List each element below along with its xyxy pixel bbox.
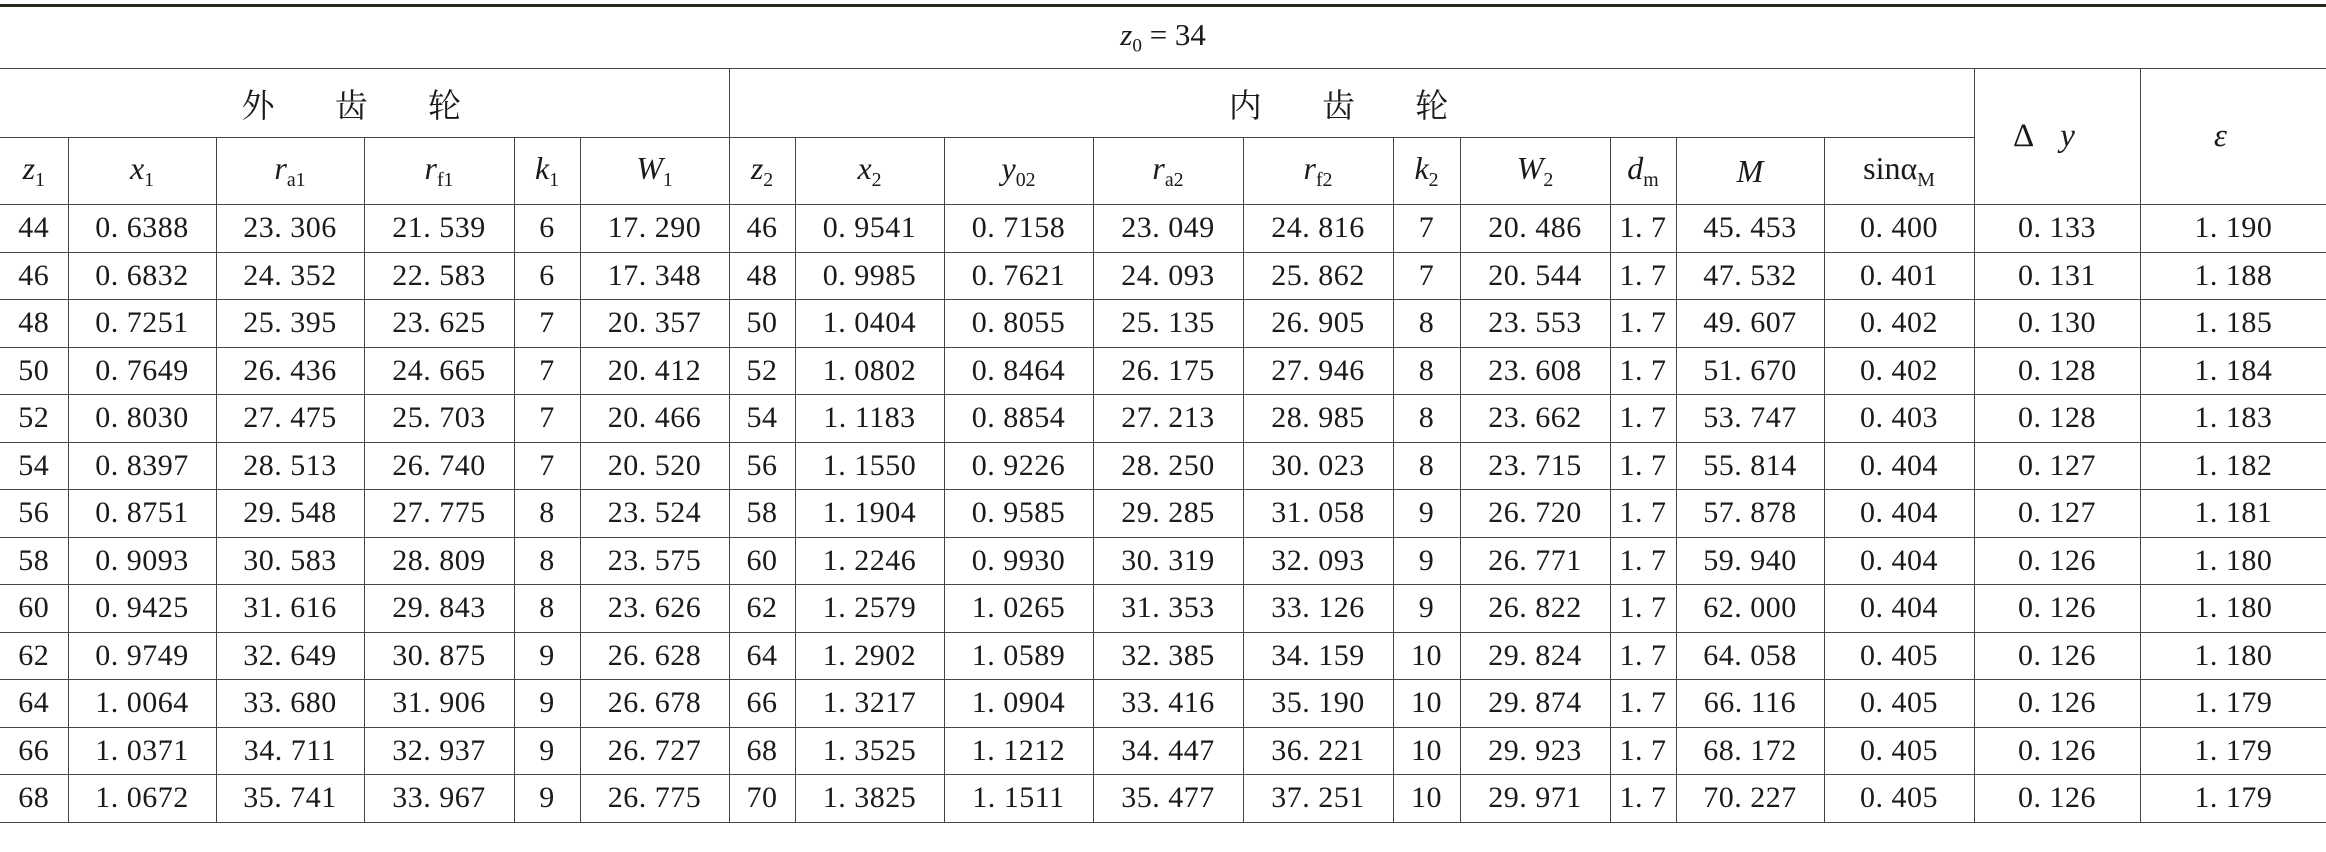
- table-body: [0, 205, 2326, 823]
- title-symbol: z: [1120, 17, 1133, 53]
- cell-x2: 0. 9985: [795, 252, 944, 300]
- cell-ra2: 28. 250: [1093, 442, 1243, 490]
- cell-sinaM: 0. 403: [1824, 395, 1974, 443]
- cell-ra1: 29. 548: [216, 490, 364, 538]
- cell-rf2: 26. 905: [1243, 300, 1393, 348]
- cell-W1: 17. 290: [580, 205, 729, 253]
- cell-rf2: 28. 985: [1243, 395, 1393, 443]
- cell-k2: 10: [1393, 632, 1460, 680]
- cell-W1: 23. 575: [580, 537, 729, 585]
- cell-dm: 1. 7: [1610, 680, 1676, 728]
- cell-y02: 1. 1511: [944, 775, 1093, 823]
- cell-z2: 46: [729, 205, 795, 253]
- cell-x2: 1. 3525: [795, 727, 944, 775]
- cell-k2: 8: [1393, 347, 1460, 395]
- cell-z2: 52: [729, 347, 795, 395]
- cell-W2: 23. 662: [1460, 395, 1610, 443]
- col-header-x2: $x_2$: [795, 138, 944, 205]
- cell-z2: 54: [729, 395, 795, 443]
- col-header-rf1: $r_{f1}$: [364, 138, 514, 205]
- cell-ra1: 31. 616: [216, 585, 364, 633]
- cell-rf1: 23. 625: [364, 300, 514, 348]
- cell-k2: 7: [1393, 205, 1460, 253]
- cell-k2: 8: [1393, 395, 1460, 443]
- title-formula: [1120, 17, 1142, 57]
- cell-rf1: 26. 740: [364, 442, 514, 490]
- cell-k2: 10: [1393, 680, 1460, 728]
- cell-x2: 0. 9541: [795, 205, 944, 253]
- epsilon-symbol: ε: [2213, 118, 2253, 154]
- cell-x2: 1. 1904: [795, 490, 944, 538]
- cell-eps: 1. 190: [2140, 205, 2326, 253]
- cell-rf2: 31. 058: [1243, 490, 1393, 538]
- cell-x1: 1. 0064: [68, 680, 216, 728]
- cell-W1: 23. 626: [580, 585, 729, 633]
- cell-W2: 26. 822: [1460, 585, 1610, 633]
- cell-W2: 29. 971: [1460, 775, 1610, 823]
- cell-W2: 26. 720: [1460, 490, 1610, 538]
- cell-rf1: 25. 703: [364, 395, 514, 443]
- cell-ra2: 31. 353: [1093, 585, 1243, 633]
- cell-ra2: 30. 319: [1093, 537, 1243, 585]
- cell-k2: 9: [1393, 585, 1460, 633]
- cell-ra2: 25. 135: [1093, 300, 1243, 348]
- cell-z1: 68: [0, 775, 68, 823]
- cell-W2: 29. 824: [1460, 632, 1610, 680]
- cell-sinaM: 0. 404: [1824, 442, 1974, 490]
- cell-k2: 10: [1393, 775, 1460, 823]
- cell-z1: 52: [0, 395, 68, 443]
- cell-k2: 9: [1393, 490, 1460, 538]
- cell-rf2: 33. 126: [1243, 585, 1393, 633]
- cell-ra2: 27. 213: [1093, 395, 1243, 443]
- cell-W1: 26. 628: [580, 632, 729, 680]
- cell-x2: 1. 0802: [795, 347, 944, 395]
- cell-x2: 1. 3825: [795, 775, 944, 823]
- col-header-dm: $d_m$: [1610, 138, 1676, 205]
- delta-symbol: Δ: [2013, 118, 2061, 154]
- cell-W1: 20. 520: [580, 442, 729, 490]
- cell-W2: 23. 715: [1460, 442, 1610, 490]
- cell-y02: 0. 9226: [944, 442, 1093, 490]
- cell-rf1: 21. 539: [364, 205, 514, 253]
- cell-M: 53. 747: [1676, 395, 1824, 443]
- cell-y02: 0. 7158: [944, 205, 1093, 253]
- cell-M: 64. 058: [1676, 632, 1824, 680]
- col-header-ra1: $r_{a1}$: [216, 138, 364, 205]
- cell-z1: 56: [0, 490, 68, 538]
- table-row: [0, 395, 2326, 443]
- cell-z1: 54: [0, 442, 68, 490]
- cell-ra1: 23. 306: [216, 205, 364, 253]
- table-row: [0, 537, 2326, 585]
- cell-W2: 29. 923: [1460, 727, 1610, 775]
- cell-dy: 0. 126: [1974, 680, 2140, 728]
- table-row: [0, 775, 2326, 823]
- col-header-sin-alpha-M: sinα$_M$: [1824, 138, 1974, 205]
- cell-x1: 0. 6832: [68, 252, 216, 300]
- cell-z2: 56: [729, 442, 795, 490]
- cell-k1: 7: [514, 347, 580, 395]
- cell-k1: 9: [514, 632, 580, 680]
- cell-dy: 0. 126: [1974, 585, 2140, 633]
- col-header-z1: $z_1$: [0, 138, 68, 205]
- cell-M: 68. 172: [1676, 727, 1824, 775]
- cell-ra2: 35. 477: [1093, 775, 1243, 823]
- cell-y02: 0. 9585: [944, 490, 1093, 538]
- cell-W1: 26. 678: [580, 680, 729, 728]
- cell-k2: 8: [1393, 442, 1460, 490]
- table-row: [0, 252, 2326, 300]
- cell-sinaM: 0. 405: [1824, 775, 1974, 823]
- cell-W2: 26. 771: [1460, 537, 1610, 585]
- cell-ra2: 26. 175: [1093, 347, 1243, 395]
- cell-ra1: 28. 513: [216, 442, 364, 490]
- cell-dy: 0. 128: [1974, 395, 2140, 443]
- cell-dm: 1. 7: [1610, 585, 1676, 633]
- cell-x1: 0. 9425: [68, 585, 216, 633]
- cell-k1: 8: [514, 490, 580, 538]
- cell-z2: 64: [729, 632, 795, 680]
- cell-ra2: 32. 385: [1093, 632, 1243, 680]
- cell-x2: 1. 2246: [795, 537, 944, 585]
- cell-y02: 1. 1212: [944, 727, 1093, 775]
- cell-x1: 0. 7649: [68, 347, 216, 395]
- table-row: [0, 347, 2326, 395]
- cell-eps: 1. 180: [2140, 537, 2326, 585]
- cell-y02: 0. 8055: [944, 300, 1093, 348]
- cell-eps: 1. 180: [2140, 632, 2326, 680]
- cell-rf1: 31. 906: [364, 680, 514, 728]
- cell-rf1: 27. 775: [364, 490, 514, 538]
- cell-eps: 1. 185: [2140, 300, 2326, 348]
- group-external-gear: 外 齿 轮: [0, 69, 729, 138]
- cell-k2: 10: [1393, 727, 1460, 775]
- cell-k2: 7: [1393, 252, 1460, 300]
- col-header-y02: $y_{02}$: [944, 138, 1093, 205]
- cell-sinaM: 0. 400: [1824, 205, 1974, 253]
- cell-z1: 46: [0, 252, 68, 300]
- cell-rf2: 27. 946: [1243, 347, 1393, 395]
- cell-dy: 0. 126: [1974, 727, 2140, 775]
- cell-M: 51. 670: [1676, 347, 1824, 395]
- col-header-W2: $W_2$: [1460, 138, 1610, 205]
- col-header-delta-y: [1974, 69, 2140, 205]
- cell-k2: 8: [1393, 300, 1460, 348]
- table-row: [0, 300, 2326, 348]
- cell-z2: 50: [729, 300, 795, 348]
- col-header-z2: $z_2$: [729, 138, 795, 205]
- table-row: [0, 585, 2326, 633]
- cell-z2: 70: [729, 775, 795, 823]
- cell-ra1: 24. 352: [216, 252, 364, 300]
- cell-dm: 1. 7: [1610, 347, 1676, 395]
- cell-x2: 1. 1550: [795, 442, 944, 490]
- cell-y02: 0. 7621: [944, 252, 1093, 300]
- cell-rf1: 24. 665: [364, 347, 514, 395]
- cell-k2: 9: [1393, 537, 1460, 585]
- cell-dy: 0. 127: [1974, 490, 2140, 538]
- table-row: [0, 680, 2326, 728]
- cell-k1: 7: [514, 395, 580, 443]
- cell-W1: 26. 727: [580, 727, 729, 775]
- cell-z1: 58: [0, 537, 68, 585]
- col-header-M: M: [1676, 138, 1824, 205]
- cell-ra1: 26. 436: [216, 347, 364, 395]
- table-title: [0, 6, 2326, 69]
- col-header-k1: $k_1$: [514, 138, 580, 205]
- cell-rf1: 29. 843: [364, 585, 514, 633]
- cell-W1: 23. 524: [580, 490, 729, 538]
- cell-M: 59. 940: [1676, 537, 1824, 585]
- cell-rf2: 32. 093: [1243, 537, 1393, 585]
- gear-parameter-table: [0, 4, 2326, 823]
- cell-sinaM: 0. 404: [1824, 537, 1974, 585]
- cell-rf1: 22. 583: [364, 252, 514, 300]
- table-row: [0, 490, 2326, 538]
- cell-y02: 0. 9930: [944, 537, 1093, 585]
- cell-W2: 23. 608: [1460, 347, 1610, 395]
- cell-dm: 1. 7: [1610, 205, 1676, 253]
- cell-sinaM: 0. 405: [1824, 680, 1974, 728]
- cell-dy: 0. 126: [1974, 632, 2140, 680]
- col-header-W1: $W_1$: [580, 138, 729, 205]
- title-value: = 34: [1149, 17, 1206, 53]
- table-row: [0, 727, 2326, 775]
- cell-W2: 20. 486: [1460, 205, 1610, 253]
- cell-ra2: 34. 447: [1093, 727, 1243, 775]
- y-symbol: y: [2060, 118, 2101, 154]
- cell-z1: 44: [0, 205, 68, 253]
- cell-W1: 20. 357: [580, 300, 729, 348]
- cell-z2: 62: [729, 585, 795, 633]
- cell-W2: 29. 874: [1460, 680, 1610, 728]
- cell-z1: 48: [0, 300, 68, 348]
- cell-eps: 1. 188: [2140, 252, 2326, 300]
- cell-eps: 1. 179: [2140, 727, 2326, 775]
- cell-W1: 26. 775: [580, 775, 729, 823]
- cell-rf2: 35. 190: [1243, 680, 1393, 728]
- col-header-rf2: $r_{f2}$: [1243, 138, 1393, 205]
- table-row: [0, 442, 2326, 490]
- col-header-epsilon: [2140, 69, 2326, 205]
- cell-z1: 50: [0, 347, 68, 395]
- cell-eps: 1. 182: [2140, 442, 2326, 490]
- cell-dy: 0. 126: [1974, 775, 2140, 823]
- cell-dy: 0. 131: [1974, 252, 2140, 300]
- cell-y02: 0. 8464: [944, 347, 1093, 395]
- cell-rf1: 33. 967: [364, 775, 514, 823]
- cell-z2: 48: [729, 252, 795, 300]
- cell-x1: 1. 0371: [68, 727, 216, 775]
- cell-z1: 60: [0, 585, 68, 633]
- cell-x2: 1. 0404: [795, 300, 944, 348]
- cell-x2: 1. 3217: [795, 680, 944, 728]
- cell-rf2: 30. 023: [1243, 442, 1393, 490]
- cell-sinaM: 0. 402: [1824, 347, 1974, 395]
- cell-z2: 68: [729, 727, 795, 775]
- cell-W1: 20. 466: [580, 395, 729, 443]
- cell-x1: 0. 9749: [68, 632, 216, 680]
- cell-dm: 1. 7: [1610, 395, 1676, 443]
- cell-k1: 9: [514, 775, 580, 823]
- cell-x2: 1. 1183: [795, 395, 944, 443]
- cell-dm: 1. 7: [1610, 775, 1676, 823]
- cell-z1: 62: [0, 632, 68, 680]
- cell-dm: 1. 7: [1610, 727, 1676, 775]
- cell-ra2: 33. 416: [1093, 680, 1243, 728]
- cell-ra1: 30. 583: [216, 537, 364, 585]
- cell-dy: 0. 128: [1974, 347, 2140, 395]
- cell-y02: 1. 0904: [944, 680, 1093, 728]
- cell-k1: 8: [514, 537, 580, 585]
- cell-ra1: 25. 395: [216, 300, 364, 348]
- cell-sinaM: 0. 402: [1824, 300, 1974, 348]
- cell-dy: 0. 126: [1974, 537, 2140, 585]
- cell-ra2: 23. 049: [1093, 205, 1243, 253]
- cell-x1: 0. 8751: [68, 490, 216, 538]
- group-internal-gear: 内 齿 轮: [729, 69, 1974, 138]
- cell-rf2: 24. 816: [1243, 205, 1393, 253]
- cell-sinaM: 0. 404: [1824, 585, 1974, 633]
- cell-x2: 1. 2902: [795, 632, 944, 680]
- cell-rf1: 30. 875: [364, 632, 514, 680]
- cell-eps: 1. 179: [2140, 680, 2326, 728]
- cell-rf1: 32. 937: [364, 727, 514, 775]
- cell-M: 45. 453: [1676, 205, 1824, 253]
- cell-dm: 1. 7: [1610, 537, 1676, 585]
- cell-sinaM: 0. 405: [1824, 727, 1974, 775]
- cell-dm: 1. 7: [1610, 632, 1676, 680]
- cell-W2: 23. 553: [1460, 300, 1610, 348]
- cell-ra2: 24. 093: [1093, 252, 1243, 300]
- cell-rf1: 28. 809: [364, 537, 514, 585]
- cell-x1: 0. 7251: [68, 300, 216, 348]
- cell-x2: 1. 2579: [795, 585, 944, 633]
- cell-dm: 1. 7: [1610, 490, 1676, 538]
- cell-ra1: 33. 680: [216, 680, 364, 728]
- cell-y02: 0. 8854: [944, 395, 1093, 443]
- cell-sinaM: 0. 405: [1824, 632, 1974, 680]
- cell-z1: 64: [0, 680, 68, 728]
- table-row: [0, 205, 2326, 253]
- cell-x1: 1. 0672: [68, 775, 216, 823]
- cell-y02: 1. 0265: [944, 585, 1093, 633]
- cell-k1: 8: [514, 585, 580, 633]
- cell-z2: 58: [729, 490, 795, 538]
- cell-dm: 1. 7: [1610, 300, 1676, 348]
- cell-k1: 7: [514, 300, 580, 348]
- cell-z1: 66: [0, 727, 68, 775]
- cell-ra2: 29. 285: [1093, 490, 1243, 538]
- cell-rf2: 37. 251: [1243, 775, 1393, 823]
- cell-dm: 1. 7: [1610, 442, 1676, 490]
- cell-z2: 66: [729, 680, 795, 728]
- cell-M: 62. 000: [1676, 585, 1824, 633]
- cell-M: 55. 814: [1676, 442, 1824, 490]
- cell-rf2: 36. 221: [1243, 727, 1393, 775]
- cell-eps: 1. 184: [2140, 347, 2326, 395]
- cell-eps: 1. 181: [2140, 490, 2326, 538]
- cell-eps: 1. 183: [2140, 395, 2326, 443]
- cell-W1: 20. 412: [580, 347, 729, 395]
- cell-sinaM: 0. 404: [1824, 490, 1974, 538]
- cell-eps: 1. 180: [2140, 585, 2326, 633]
- cell-W2: 20. 544: [1460, 252, 1610, 300]
- cell-k1: 9: [514, 727, 580, 775]
- table-row: [0, 632, 2326, 680]
- cell-x1: 0. 6388: [68, 205, 216, 253]
- cell-x1: 0. 9093: [68, 537, 216, 585]
- cell-M: 66. 116: [1676, 680, 1824, 728]
- cell-rf2: 25. 862: [1243, 252, 1393, 300]
- cell-M: 47. 532: [1676, 252, 1824, 300]
- cell-ra1: 32. 649: [216, 632, 364, 680]
- cell-W1: 17. 348: [580, 252, 729, 300]
- cell-z2: 60: [729, 537, 795, 585]
- cell-dy: 0. 133: [1974, 205, 2140, 253]
- cell-k1: 9: [514, 680, 580, 728]
- cell-M: 70. 227: [1676, 775, 1824, 823]
- col-header-k2: $k_2$: [1393, 138, 1460, 205]
- cell-k1: 6: [514, 205, 580, 253]
- cell-x1: 0. 8030: [68, 395, 216, 443]
- cell-dy: 0. 130: [1974, 300, 2140, 348]
- cell-M: 49. 607: [1676, 300, 1824, 348]
- cell-y02: 1. 0589: [944, 632, 1093, 680]
- cell-dm: 1. 7: [1610, 252, 1676, 300]
- cell-k1: 6: [514, 252, 580, 300]
- col-header-ra2: $r_{a2}$: [1093, 138, 1243, 205]
- title-subscript: 0: [1132, 35, 1142, 57]
- cell-x1: 0. 8397: [68, 442, 216, 490]
- cell-ra1: 35. 741: [216, 775, 364, 823]
- cell-sinaM: 0. 401: [1824, 252, 1974, 300]
- cell-ra1: 34. 711: [216, 727, 364, 775]
- cell-ra1: 27. 475: [216, 395, 364, 443]
- cell-eps: 1. 179: [2140, 775, 2326, 823]
- cell-k1: 7: [514, 442, 580, 490]
- cell-rf2: 34. 159: [1243, 632, 1393, 680]
- cell-dy: 0. 127: [1974, 442, 2140, 490]
- col-header-x1: $x_1$: [68, 138, 216, 205]
- cell-M: 57. 878: [1676, 490, 1824, 538]
